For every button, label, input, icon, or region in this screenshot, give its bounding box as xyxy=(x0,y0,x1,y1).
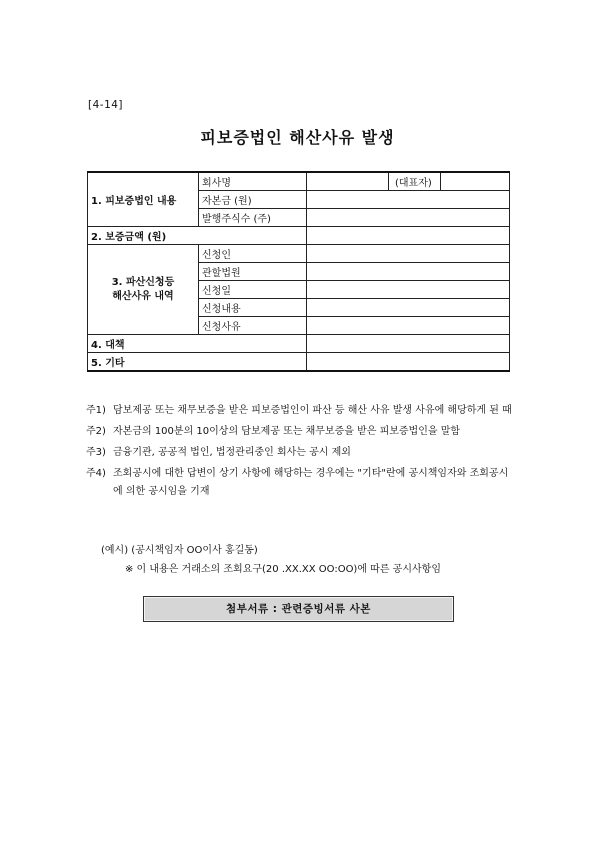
section2-label: 2. 보증금액 (원) xyxy=(88,227,307,245)
applicant-value[interactable] xyxy=(307,245,510,263)
disclosure-table xyxy=(87,171,510,372)
note-text: 금융기관, 공공적 법인, 법정관리중인 회사는 공시 제외 xyxy=(113,447,351,458)
note-text: 조회공시에 대한 답변이 상기 사항에 해당하는 경우에는 "기타"란에 공시책임자와 조회공시에 의한 공시임을 기재 xyxy=(113,468,509,497)
company-name-value[interactable] xyxy=(307,172,389,191)
note-item xyxy=(86,423,516,441)
example-text: (예시) (공시책임자 OO이사 홍길동) xyxy=(101,545,258,556)
note-item xyxy=(86,402,516,420)
note-text: 자본금의 100분의 10이상의 담보제공 또는 채무보증을 받은 피보증법인을 말함 xyxy=(113,426,461,437)
representative-value[interactable] xyxy=(441,172,510,191)
guarantee-amount-value[interactable] xyxy=(307,227,510,245)
filing-reason-label: 신청사유 xyxy=(199,317,307,335)
note-number: 주2) xyxy=(86,426,106,437)
applicant-label: 신청인 xyxy=(199,245,307,263)
other-value[interactable] xyxy=(307,353,510,372)
issued-shares-value[interactable] xyxy=(307,209,510,227)
section3-label-line2: 해산사유 내역 xyxy=(112,290,174,302)
representative-label: (대표자) xyxy=(389,172,441,191)
countermeasure-value[interactable] xyxy=(307,335,510,353)
court-value[interactable] xyxy=(307,263,510,281)
issued-shares-label: 발행주식수 (주) xyxy=(199,209,307,227)
filing-date-label: 신청일 xyxy=(199,281,307,299)
note-item xyxy=(86,444,516,462)
document-code: [4-14] xyxy=(88,99,124,111)
section3-label xyxy=(88,245,199,335)
attachment-box xyxy=(143,596,454,622)
page-title: 피보증법인 해산사유 발생 xyxy=(200,128,395,147)
notes-list xyxy=(86,402,516,501)
company-name-label: 회사명 xyxy=(199,172,307,191)
note-number: 주3) xyxy=(86,447,106,458)
capital-label: 자본금 (원) xyxy=(199,191,307,209)
note-item xyxy=(86,465,516,501)
note-text: 담보제공 또는 채무보증을 받은 피보증법인이 파산 등 해산 사유 발생 사유에 해당하게 된 때 xyxy=(113,405,512,416)
court-label: 관할법원 xyxy=(199,263,307,281)
capital-value[interactable] xyxy=(307,191,510,209)
section5-label: 5. 기타 xyxy=(88,353,307,372)
filing-content-label: 신청내용 xyxy=(199,299,307,317)
section1-label: 1. 피보증법인 내용 xyxy=(88,172,199,227)
filing-reason-value[interactable] xyxy=(307,317,510,335)
section3-label-line1: 3. 파산신청등 xyxy=(111,276,175,288)
attachment-label: 첨부서류 : 관련증빙서류 사본 xyxy=(226,603,371,615)
note-number: 주1) xyxy=(86,405,106,416)
filing-date-value[interactable] xyxy=(307,281,510,299)
note-number: 주4) xyxy=(86,468,106,479)
remark-text: ※ 이 내용은 거래소의 조회요구(20 .XX.XX OO:OO)에 따른 공시사항임 xyxy=(125,564,441,575)
section4-label: 4. 대책 xyxy=(88,335,307,353)
filing-content-value[interactable] xyxy=(307,299,510,317)
